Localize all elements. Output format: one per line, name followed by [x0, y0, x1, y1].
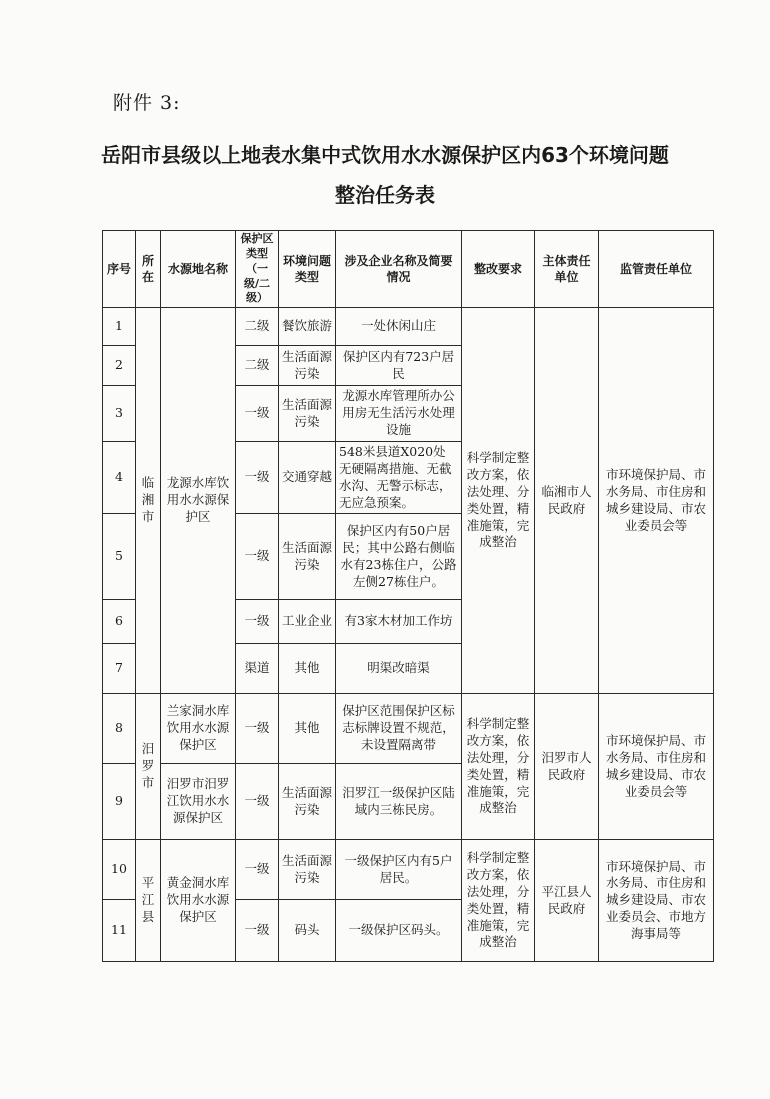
problem-cell: 生活面源污染	[279, 764, 336, 840]
row-no: 4	[103, 442, 136, 514]
row-no: 11	[103, 900, 136, 962]
supervisor-cell: 市环境保护局、市水务局、市住房和城乡建设局、市农业委员会等	[599, 308, 714, 694]
level-cell: 一级	[236, 386, 279, 442]
requirement-cell: 科学制定整改方案，依法处理，分类处置，精准施策，完成整治	[462, 840, 535, 962]
header-level: 保护区类型（一级/二级）	[236, 231, 279, 308]
responsible-cell: 汨罗市人民政府	[535, 694, 599, 840]
requirement-cell: 科学制定整改方案，依法处理，分类处置，精准施策，完成整治	[462, 694, 535, 840]
problem-cell: 生活面源污染	[279, 514, 336, 600]
desc-cell: 一处休闲山庄	[336, 308, 462, 346]
desc-cell: 保护区内有50户居民；其中公路右侧临水有23栋住户，公路左侧27栋住户。	[336, 514, 462, 600]
requirement-cell: 科学制定整改方案，依法处理、分类处置，精准施策，完成整治	[462, 308, 535, 694]
header-no: 序号	[103, 231, 136, 308]
problem-cell: 其他	[279, 694, 336, 764]
responsible-cell: 临湘市人民政府	[535, 308, 599, 694]
desc-cell: 汨罗江一级保护区陆域内三栋民房。	[336, 764, 462, 840]
table-row	[103, 308, 714, 346]
problem-cell: 工业企业	[279, 600, 336, 644]
row-no: 9	[103, 764, 136, 840]
row-no: 10	[103, 840, 136, 900]
document-title: 岳阳市县级以上地表水集中式饮用水水源保护区内63个环境问题	[101, 143, 669, 167]
row-no: 6	[103, 600, 136, 644]
desc-cell: 有3家木材加工作坊	[336, 600, 462, 644]
level-cell: 渠道	[236, 644, 279, 694]
row-no: 7	[103, 644, 136, 694]
desc-cell: 明渠改暗渠	[336, 644, 462, 694]
task-table	[102, 230, 714, 962]
responsible-cell: 平江县人民政府	[535, 840, 599, 962]
level-cell: 一级	[236, 694, 279, 764]
supervisor-cell: 市环境保护局、市水务局、市住房和城乡建设局、市农业委员会、市地方海事局等	[599, 840, 714, 962]
header-responsible: 主体责任单位	[535, 231, 599, 308]
source-cell: 汨罗市汨罗江饮用水水源保护区	[161, 764, 236, 840]
header-source: 水源地名称	[161, 231, 236, 308]
header-requirement: 整改要求	[462, 231, 535, 308]
header-county: 所在	[136, 231, 161, 308]
source-cell: 龙源水库饮用水水源保护区	[161, 308, 236, 694]
problem-cell: 其他	[279, 644, 336, 694]
table-row	[103, 840, 714, 900]
problem-cell: 生活面源污染	[279, 840, 336, 900]
desc-cell: 一级保护区码头。	[336, 900, 462, 962]
level-cell: 一级	[236, 514, 279, 600]
county-cell: 汨罗市	[136, 694, 161, 840]
header-supervisor: 监管责任单位	[599, 231, 714, 308]
source-cell: 兰家洞水库饮用水水源保护区	[161, 694, 236, 764]
table-row	[103, 694, 714, 764]
source-cell: 黄金洞水库饮用水水源保护区	[161, 840, 236, 962]
desc-cell: 保护区范围保护区标志标牌设置不规范，未设置隔离带	[336, 694, 462, 764]
problem-cell: 生活面源污染	[279, 346, 336, 386]
problem-cell: 餐饮旅游	[279, 308, 336, 346]
desc-cell: 一级保护区内有5户居民。	[336, 840, 462, 900]
problem-cell: 码头	[279, 900, 336, 962]
level-cell: 一级	[236, 840, 279, 900]
level-cell: 一级	[236, 764, 279, 840]
problem-cell: 生活面源污染	[279, 386, 336, 442]
document-subtitle: 整治任务表	[335, 183, 435, 207]
problem-cell: 交通穿越	[279, 442, 336, 514]
header-problem: 环境问题类型	[279, 231, 336, 308]
level-cell: 二级	[236, 308, 279, 346]
desc-cell: 龙源水库管理所办公用房无生活污水处理设施	[336, 386, 462, 442]
county-cell: 临湘市	[136, 308, 161, 694]
header-desc: 涉及企业名称及简要情况	[336, 231, 462, 308]
row-no: 5	[103, 514, 136, 600]
level-cell: 二级	[236, 346, 279, 386]
desc-cell: 保护区内有723户居民	[336, 346, 462, 386]
level-cell: 一级	[236, 900, 279, 962]
level-cell: 一级	[236, 442, 279, 514]
desc-cell: 548米县道X020处无硬隔离措施、无截水沟、无警示标志，无应急预案。	[336, 442, 462, 514]
row-no: 8	[103, 694, 136, 764]
level-cell: 一级	[236, 600, 279, 644]
county-cell: 平江县	[136, 840, 161, 962]
supervisor-cell: 市环境保护局、市水务局、市住房和城乡建设局、市农业委员会等	[599, 694, 714, 840]
table-header-row	[103, 231, 714, 308]
row-no: 3	[103, 386, 136, 442]
attachment-label: 附件 3:	[113, 92, 181, 114]
row-no: 2	[103, 346, 136, 386]
row-no: 1	[103, 308, 136, 346]
